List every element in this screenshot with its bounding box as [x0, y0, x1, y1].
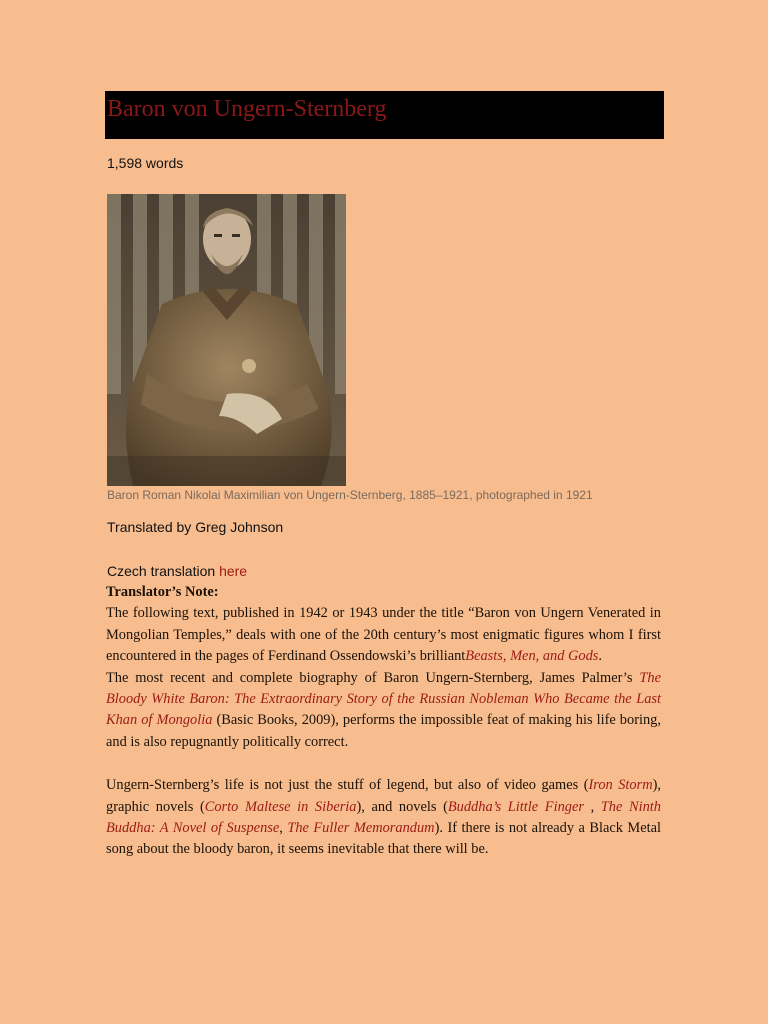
link-fuller-memorandum[interactable]: The Fuller Memorandum [287, 820, 435, 837]
paragraph-3-sep-1: , [583, 798, 601, 815]
portrait-photo [107, 194, 346, 486]
czech-translation-label: Czech translation [107, 563, 220, 579]
link-iron-storm[interactable]: Iron Storm [588, 777, 653, 794]
paragraph-1-end: . [598, 648, 603, 665]
translators-note-heading: Translator’s Note: [106, 584, 219, 600]
paragraph-1 [106, 603, 661, 667]
paragraph-3-text-a: Ungern-Sternberg’s life is not just the stuff of legend, but also of video games ( [106, 777, 589, 794]
link-buddhas-little-finger[interactable]: Buddha’s Little Finger [447, 798, 584, 815]
article-body [106, 582, 661, 861]
czech-translation-line [107, 563, 247, 579]
photo-caption: Baron Roman Nikolai Maximilian von Ungern-Sternberg, 1885–1921, photographed in 1921 [107, 488, 593, 502]
portrait-illustration [107, 194, 346, 486]
link-ninth-buddha[interactable]: The Ninth Buddha: A Novel of Suspense [106, 798, 661, 837]
book-link-beasts-men-gods[interactable]: Beasts, Men, and Gods [465, 648, 599, 665]
book-link-bloody-white-baron[interactable]: The Bloody White Baron: The Extraordinary Story of the Russian Nobleman Who Became the Last Khan of Mongolia [106, 669, 661, 729]
paragraph-2-start: The most recent and complete biography of Baron Ungern-Sternberg, James Palmer’s [106, 669, 640, 686]
paragraph-spacer [106, 753, 661, 775]
paragraph-3-text-b: ), graphic novels ( [106, 777, 661, 815]
paragraph-3 [106, 775, 661, 861]
paragraph-3-text-c: ), and novels ( [356, 798, 448, 815]
link-corto-maltese[interactable]: Corto Maltese in Siberia [204, 798, 357, 815]
translator-credit: Translated by Greg Johnson [107, 519, 284, 535]
paragraph-1-text: The following text, published in 1942 or 1943 under the title “Baron von Ungern Venerated in Mongolian Temples,” deals with one of the 20th century’s most enigmatic figures whom I first encountered in the pages of Ferdinand Ossendowski’s brilliant [106, 605, 661, 665]
title-bar [105, 91, 664, 139]
paragraph-2-end: (Basic Books, 2009), performs the impossible feat of making his life boring, and is also repugnantly politically correct. [106, 712, 661, 750]
paragraph-3-text-d: ). If there is not already a Black Metal song about the bloody baron, it seems inevitable that there will be. [106, 820, 661, 858]
paragraph-3-sep-2: , [279, 820, 288, 837]
paragraph-2 [106, 668, 661, 754]
article-title: Baron von Ungern-Sternberg [107, 96, 387, 122]
word-count: 1,598 words [107, 155, 184, 171]
czech-translation-link[interactable]: here [219, 563, 248, 579]
